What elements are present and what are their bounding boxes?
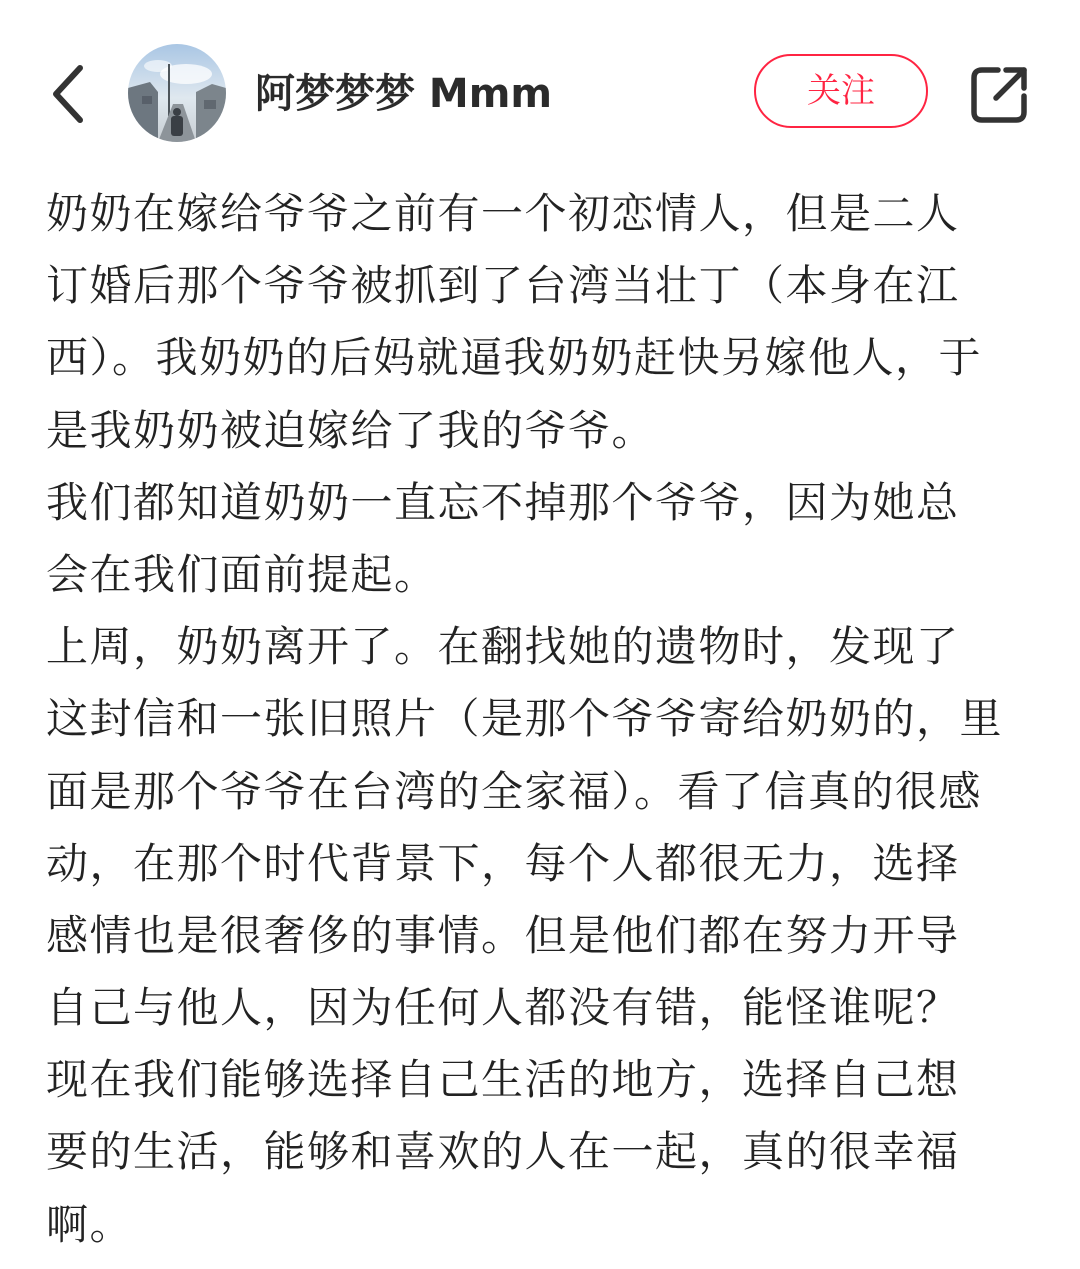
post-text-line: 西）。我奶奶的后妈就逼我奶奶赶快另嫁他人，于 — [46, 333, 983, 383]
post-text-line: 上周，奶奶离开了。在翻找她的遗物时，发现了 — [46, 622, 960, 672]
post-header — [0, 0, 1080, 185]
follow-button[interactable]: 关注 — [754, 54, 928, 128]
post-text-line: 这封信和一张旧照片（是那个爷爷寄给奶奶的，里 — [46, 694, 1004, 744]
avatar[interactable] — [128, 44, 226, 142]
username[interactable]: 阿梦梦梦 Mmm — [255, 71, 553, 117]
post-text-line: 要的生活，能够和喜欢的人在一起，真的很幸福 — [46, 1127, 960, 1177]
chevron-left-icon — [44, 58, 96, 130]
post-text-line: 现在我们能够选择自己生活的地方，选择自己想 — [46, 1055, 960, 1105]
post-text-line: 奶奶在嫁给爷爷之前有一个初恋情人，但是二人 — [46, 189, 960, 238]
share-button[interactable] — [968, 62, 1032, 126]
post-text-line: 会在我们面前提起。 — [46, 549, 438, 599]
post-text-line: 动，在那个时代背景下，每个人都很无力，选择 — [46, 838, 960, 888]
post-content — [46, 178, 1036, 1261]
back-button[interactable] — [44, 58, 96, 130]
share-external-icon — [968, 62, 1032, 126]
post-text-line: 自己与他人，因为任何人都没有错，能怪谁呢？ — [46, 983, 960, 1033]
post-text-line: 我们都知道奶奶一直忘不掉那个爷爷，因为她总 — [46, 477, 960, 527]
post-text-line: 啊。 — [46, 1199, 134, 1249]
street-scene-avatar — [128, 44, 226, 142]
post-text-line: 感情也是很奢侈的事情。但是他们都在努力开导 — [46, 910, 960, 960]
post-text-line: 是我奶奶被迫嫁给了我的爷爷。 — [46, 405, 656, 455]
post-text-line: 订婚后那个爷爷被抓到了台湾当壮丁（本身在江 — [46, 261, 960, 311]
post-text-line: 面是那个爷爷在台湾的全家福）。看了信真的很感 — [46, 766, 983, 816]
